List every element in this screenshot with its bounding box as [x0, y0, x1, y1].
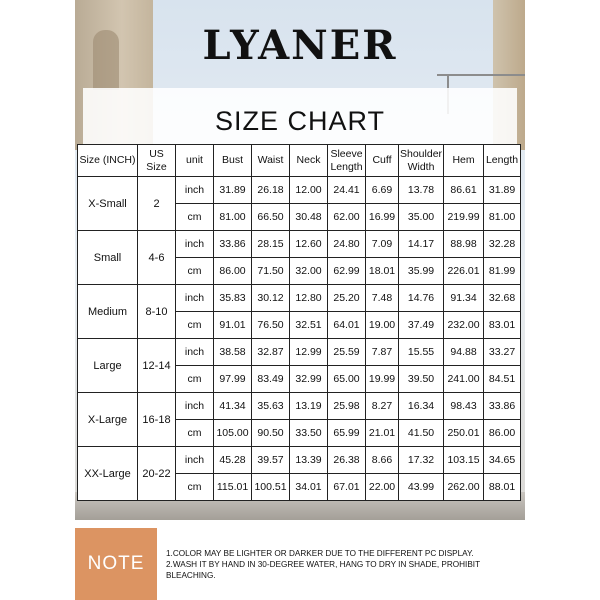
table-header-row	[78, 145, 521, 177]
value-cell: 67.01	[328, 474, 366, 501]
value-cell: 7.48	[366, 285, 399, 312]
value-cell: 90.50	[252, 420, 290, 447]
table-row	[78, 447, 521, 474]
value-cell: 94.88	[444, 339, 484, 366]
chart-title: SIZE CHART	[214, 106, 386, 136]
value-cell: 37.49	[399, 312, 444, 339]
size-name-cell: Large	[78, 339, 138, 393]
value-cell: 38.58	[214, 339, 252, 366]
us-size-cell: 2	[138, 177, 176, 231]
value-cell: 84.51	[484, 366, 521, 393]
unit-cell: cm	[176, 366, 214, 393]
table-row	[78, 177, 521, 204]
value-cell: 241.00	[444, 366, 484, 393]
value-cell: 17.32	[399, 447, 444, 474]
us-size-cell: 4-6	[138, 231, 176, 285]
header-unit: unit	[176, 145, 214, 177]
us-size-cell: 16-18	[138, 393, 176, 447]
value-cell: 232.00	[444, 312, 484, 339]
value-cell: 88.98	[444, 231, 484, 258]
value-cell: 8.66	[366, 447, 399, 474]
value-cell: 31.89	[214, 177, 252, 204]
unit-cell: inch	[176, 447, 214, 474]
value-cell: 250.01	[444, 420, 484, 447]
table-row	[78, 393, 521, 420]
header-us-size: US Size	[138, 145, 176, 177]
header-waist: Waist	[252, 145, 290, 177]
unit-cell: inch	[176, 285, 214, 312]
value-cell: 28.15	[252, 231, 290, 258]
value-cell: 83.49	[252, 366, 290, 393]
value-cell: 24.41	[328, 177, 366, 204]
value-cell: 31.89	[484, 177, 521, 204]
value-cell: 98.43	[444, 393, 484, 420]
value-cell: 32.87	[252, 339, 290, 366]
note-line-2: 2.WASH IT BY HAND IN 30-DEGREE WATER, HANG TO DRY IN SHADE, PROHIBIT BLEACHING.	[166, 560, 480, 580]
value-cell: 105.00	[214, 420, 252, 447]
value-cell: 62.00	[328, 204, 366, 231]
value-cell: 30.48	[290, 204, 328, 231]
value-cell: 19.00	[366, 312, 399, 339]
value-cell: 34.01	[290, 474, 328, 501]
unit-cell: inch	[176, 231, 214, 258]
value-cell: 62.99	[328, 258, 366, 285]
value-cell: 26.38	[328, 447, 366, 474]
value-cell: 81.00	[214, 204, 252, 231]
value-cell: 33.86	[484, 393, 521, 420]
value-cell: 22.00	[366, 474, 399, 501]
value-cell: 33.86	[214, 231, 252, 258]
value-cell: 35.99	[399, 258, 444, 285]
crane-arm	[437, 74, 525, 76]
value-cell: 12.60	[290, 231, 328, 258]
value-cell: 30.12	[252, 285, 290, 312]
size-name-cell: Medium	[78, 285, 138, 339]
unit-cell: cm	[176, 312, 214, 339]
unit-cell: inch	[176, 393, 214, 420]
value-cell: 13.19	[290, 393, 328, 420]
value-cell: 39.50	[399, 366, 444, 393]
value-cell: 12.99	[290, 339, 328, 366]
value-cell: 12.80	[290, 285, 328, 312]
value-cell: 21.01	[366, 420, 399, 447]
us-size-cell: 20-22	[138, 447, 176, 501]
value-cell: 103.15	[444, 447, 484, 474]
value-cell: 65.99	[328, 420, 366, 447]
value-cell: 88.01	[484, 474, 521, 501]
value-cell: 32.51	[290, 312, 328, 339]
value-cell: 16.34	[399, 393, 444, 420]
value-cell: 25.20	[328, 285, 366, 312]
unit-cell: inch	[176, 339, 214, 366]
value-cell: 7.87	[366, 339, 399, 366]
value-cell: 26.18	[252, 177, 290, 204]
unit-cell: cm	[176, 258, 214, 285]
value-cell: 35.63	[252, 393, 290, 420]
value-cell: 262.00	[444, 474, 484, 501]
value-cell: 115.01	[214, 474, 252, 501]
size-name-cell: X-Small	[78, 177, 138, 231]
value-cell: 7.09	[366, 231, 399, 258]
value-cell: 24.80	[328, 231, 366, 258]
value-cell: 19.99	[366, 366, 399, 393]
value-cell: 83.01	[484, 312, 521, 339]
value-cell: 91.34	[444, 285, 484, 312]
value-cell: 41.34	[214, 393, 252, 420]
value-cell: 226.01	[444, 258, 484, 285]
value-cell: 15.55	[399, 339, 444, 366]
value-cell: 86.00	[214, 258, 252, 285]
value-cell: 81.99	[484, 258, 521, 285]
value-cell: 66.50	[252, 204, 290, 231]
size-table	[77, 144, 521, 501]
header-shoulder-width: Shoulder Width	[399, 145, 444, 177]
unit-cell: cm	[176, 420, 214, 447]
value-cell: 41.50	[399, 420, 444, 447]
unit-cell: inch	[176, 177, 214, 204]
value-cell: 43.99	[399, 474, 444, 501]
value-cell: 34.65	[484, 447, 521, 474]
value-cell: 219.99	[444, 204, 484, 231]
value-cell: 76.50	[252, 312, 290, 339]
value-cell: 35.00	[399, 204, 444, 231]
value-cell: 97.99	[214, 366, 252, 393]
value-cell: 81.00	[484, 204, 521, 231]
us-size-cell: 12-14	[138, 339, 176, 393]
header-neck: Neck	[290, 145, 328, 177]
value-cell: 33.50	[290, 420, 328, 447]
note-line-1: 1.COLOR MAY BE LIGHTER OR DARKER DUE TO THE DIFFERENT PC DISPLAY.	[166, 549, 474, 558]
size-name-cell: XX-Large	[78, 447, 138, 501]
size-table-body	[78, 177, 521, 501]
us-size-cell: 8-10	[138, 285, 176, 339]
value-cell: 86.00	[484, 420, 521, 447]
header-bust: Bust	[214, 145, 252, 177]
header-length: Length	[484, 145, 521, 177]
value-cell: 12.00	[290, 177, 328, 204]
brand-logo: LYANER	[202, 22, 398, 69]
value-cell: 100.51	[252, 474, 290, 501]
table-row	[78, 231, 521, 258]
value-cell: 14.76	[399, 285, 444, 312]
value-cell: 6.69	[366, 177, 399, 204]
value-cell: 25.59	[328, 339, 366, 366]
note-label: NOTE	[75, 528, 157, 600]
value-cell: 13.39	[290, 447, 328, 474]
value-cell: 13.78	[399, 177, 444, 204]
table-row	[78, 339, 521, 366]
value-cell: 14.17	[399, 231, 444, 258]
value-cell: 35.83	[214, 285, 252, 312]
value-cell: 32.00	[290, 258, 328, 285]
value-cell: 33.27	[484, 339, 521, 366]
value-cell: 16.99	[366, 204, 399, 231]
value-cell: 45.28	[214, 447, 252, 474]
table-row	[78, 285, 521, 312]
unit-cell: cm	[176, 474, 214, 501]
value-cell: 25.98	[328, 393, 366, 420]
value-cell: 32.28	[484, 231, 521, 258]
value-cell: 71.50	[252, 258, 290, 285]
header-sleeve-length: Sleeve Length	[328, 145, 366, 177]
header-hem: Hem	[444, 145, 484, 177]
value-cell: 64.01	[328, 312, 366, 339]
note-text	[166, 548, 526, 581]
value-cell: 39.57	[252, 447, 290, 474]
size-name-cell: X-Large	[78, 393, 138, 447]
header-cuff: Cuff	[366, 145, 399, 177]
value-cell: 18.01	[366, 258, 399, 285]
size-name-cell: Small	[78, 231, 138, 285]
value-cell: 91.01	[214, 312, 252, 339]
value-cell: 32.68	[484, 285, 521, 312]
unit-cell: cm	[176, 204, 214, 231]
value-cell: 65.00	[328, 366, 366, 393]
header-size: Size (INCH)	[78, 145, 138, 177]
value-cell: 86.61	[444, 177, 484, 204]
value-cell: 32.99	[290, 366, 328, 393]
value-cell: 8.27	[366, 393, 399, 420]
